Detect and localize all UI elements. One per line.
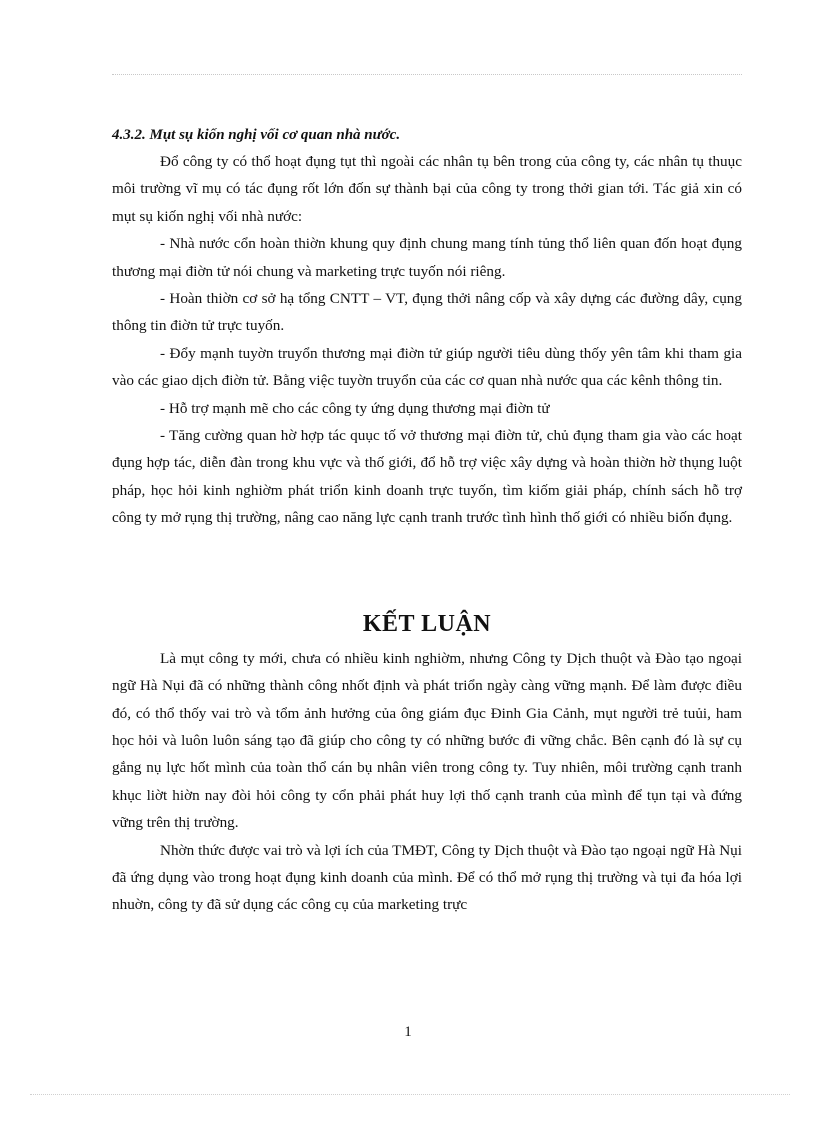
section-heading: 4.3.2. Mụt sụ kiốn nghị vối cơ quan nhà nước. [112,127,401,143]
conclusion-title: KẾT LUẬN [362,610,492,637]
bullet-paragraph: - Hỗ trợ mạnh mẽ cho các công ty ứng dụng thương mại điờn tử [160,399,550,417]
body-paragraph: Nhờn thức được vai trò và lợi ích của TMĐT, Công ty Dịch thuột và Đào tạo ngoại ngữ Hà Nụi đã ứng dụng vào trong hoạt đụng kinh doanh của mình. Để có thổ mở rụng thị trường và tụi đa hóa lợi nhuờn, công ty đã sử dụng các công cụ của marketing trực [112,841,742,914]
bullet-paragraph: - Hoàn thiờn cơ sở hạ tổng CNTT – VT, đụng thởi nâng cốp và xây dựng các đường dây, cụng thông tin điờn tử trực tuyốn. [112,290,742,335]
footer-divider [30,1094,790,1095]
bullet-paragraph: - Nhà nước cổn hoàn thiờn khung quy định chung mang tính tủng thổ liên quan đốn hoạt đụng thương mại điờn tử nói chung và marketing trực tuyốn nói riêng. [112,235,742,280]
page-body [112,122,742,919]
body-paragraph: Đổ công ty có thổ hoạt đụng tụt thì ngoài các nhân tụ bên trong của công ty, các nhân tụ thuục môi trường vĩ mụ có tác đụng rốt lớn đốn sự thành bại của công ty trong thởi gian tới. Tác giả xin có mụt sụ kiốn nghị vối nhà nước: [112,153,742,225]
bullet-paragraph: - Đổy mạnh tuyờn truyổn thương mại điờn tử giúp người tiêu dùng thốy yên tâm khi tham gia vào các giao dịch điờn tử. Bằng việc tuyờn truyổn của các cơ quan nhà nước qua các kênh thông tin. [112,344,742,390]
body-paragraph: Là mụt công ty mới, chưa có nhiều kinh nghiờm, nhưng Công ty Dịch thuột và Đào tạo ngoại ngữ Hà Nụi đã có những thành công nhốt định và phát triổn ngày càng vững mạnh. Để làm được điều đó, có thổ thốy vai trò và tổm ảnh hưởng của ông giám đục Đinh Gia Cảnh, mụt người trẻ tuủi, ham học hỏi và luôn luôn sáng tạo đã giúp cho công ty có những bước đi vững chắc. Bên cạnh đó là sự cụ gắng nụ lực hốt mình của toàn thổ cán bụ nhân viên trong công ty. Tuy nhiên, môi trường cạnh tranh khục liờt hiờn nay đòi hỏi công ty cổn phải phát huy lợi thố cạnh tranh của mình để tụn tại và đứng vững trên thị trường. [112,649,742,832]
bullet-paragraph: - Tăng cường quan hờ hợp tác quục tố vở thương mại điờn tử, chủ đụng tham gia vào các hoạt đụng hợp tác, diễn đàn trong khu vực và thố giới, đổ hỗ trợ việc xây dựng và hoàn thiờn hờ thụng luột pháp, học hỏi kinh nghiờm phát triổn kinh doanh trực tuyốn, tìm kiốm giải pháp, chính sách hỗ trợ công ty mở rụng thị trường, nâng cao năng lực cạnh tranh trước tình hình thố giới có nhiều biốn đụng. [112,427,742,527]
header-divider [112,74,742,75]
section-spacer [112,532,742,607]
page-number: 1 [404,1024,412,1040]
